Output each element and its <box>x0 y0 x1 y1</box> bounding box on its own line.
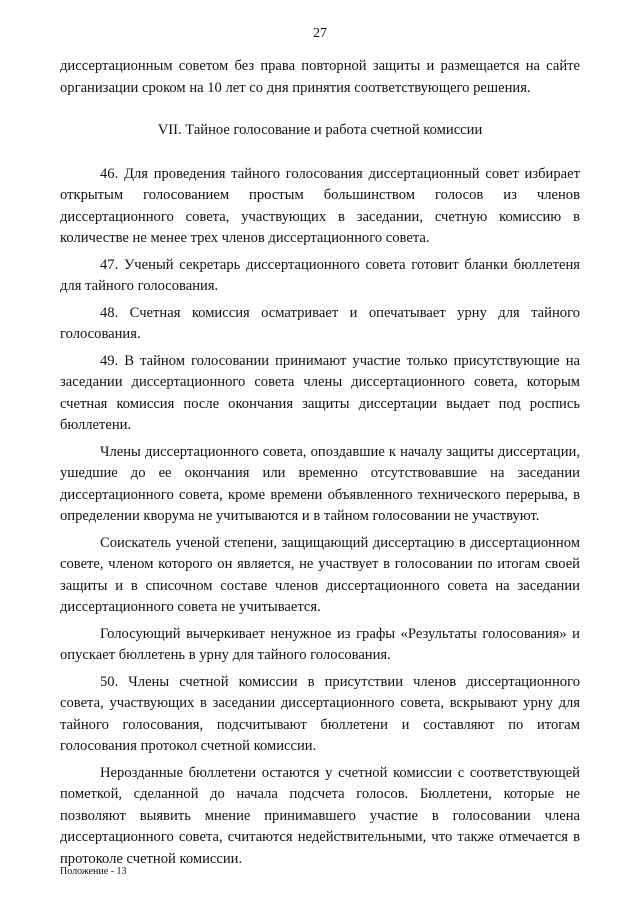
paragraph-applicant: Соискатель ученой степени, защищающий диссертацию в диссертационном совете, членом которого он является, не участвует в голосовании по итогам своей защиты и в списочном составе членов диссертационного совета на заседании диссертационного совета не учитывается. <box>60 534 580 615</box>
page-number: 27 <box>313 26 327 41</box>
paragraph-48: 48. Счетная комиссия осматривает и опечатывает урну для тайного голосования. <box>60 304 580 342</box>
intro-paragraph: диссертационным советом без права повторной защиты и размещается на сайте организации сроком на 10 лет со дня принятия соответствующего решения. <box>60 58 580 96</box>
paragraph-unissued-ballots: Нерозданные бюллетени остаются у счетной комиссии с соответствующей пометкой, сделанной до начала подсчета голосов. Бюллетени, которые не позволяют выявить мнение принимавшего участие в голосовании члена диссертационного совета, считаются недействительными, что также отмечается в протоколе счетной комиссии. <box>60 764 580 867</box>
paragraph-late-members: Члены диссертационного совета, опоздавшие к началу защиты диссертации, ушедшие до ее окончания или временно отсутствовавшие на заседании диссертационного совета, кроме времени объявленного технического перерыва, в определении кворума не учитываются и в тайном голосовании не участвуют. <box>60 443 580 524</box>
footer-label: Положение - 13 <box>60 866 127 877</box>
paragraph-50: 50. Члены счетной комиссии в присутствии членов диссертационного совета, участвующих в заседании диссертационного совета, вскрывают урну для тайного голосования, подсчитывают бюллетени и составляют по итогам голосования протокол счетной комиссии. <box>60 673 580 754</box>
paragraph-46: 46. Для проведения тайного голосования диссертационный совет избирает открытым голосованием простым большинством голосов из членов диссертационного совета, участвующих в заседании, счетную комиссию в количестве не менее трех членов диссертационного совета. <box>60 165 580 246</box>
paragraph-49: 49. В тайном голосовании принимают участие только присутствующие на заседании диссертационного совета члены диссертационного совета, которым счетная комиссия после окончания защиты диссертации выдает под роспись бюллетени. <box>60 352 580 433</box>
paragraph-voter: Голосующий вычеркивает ненужное из графы «Результаты голосования» и опускает бюллетень в урну для тайного голосования. <box>60 625 580 663</box>
document-body <box>60 56 580 870</box>
paragraph-47: 47. Ученый секретарь диссертационного совета готовит бланки бюллетеня для тайного голосования. <box>60 256 580 294</box>
section-title: VII. Тайное голосование и работа счетной комиссии <box>157 122 483 138</box>
